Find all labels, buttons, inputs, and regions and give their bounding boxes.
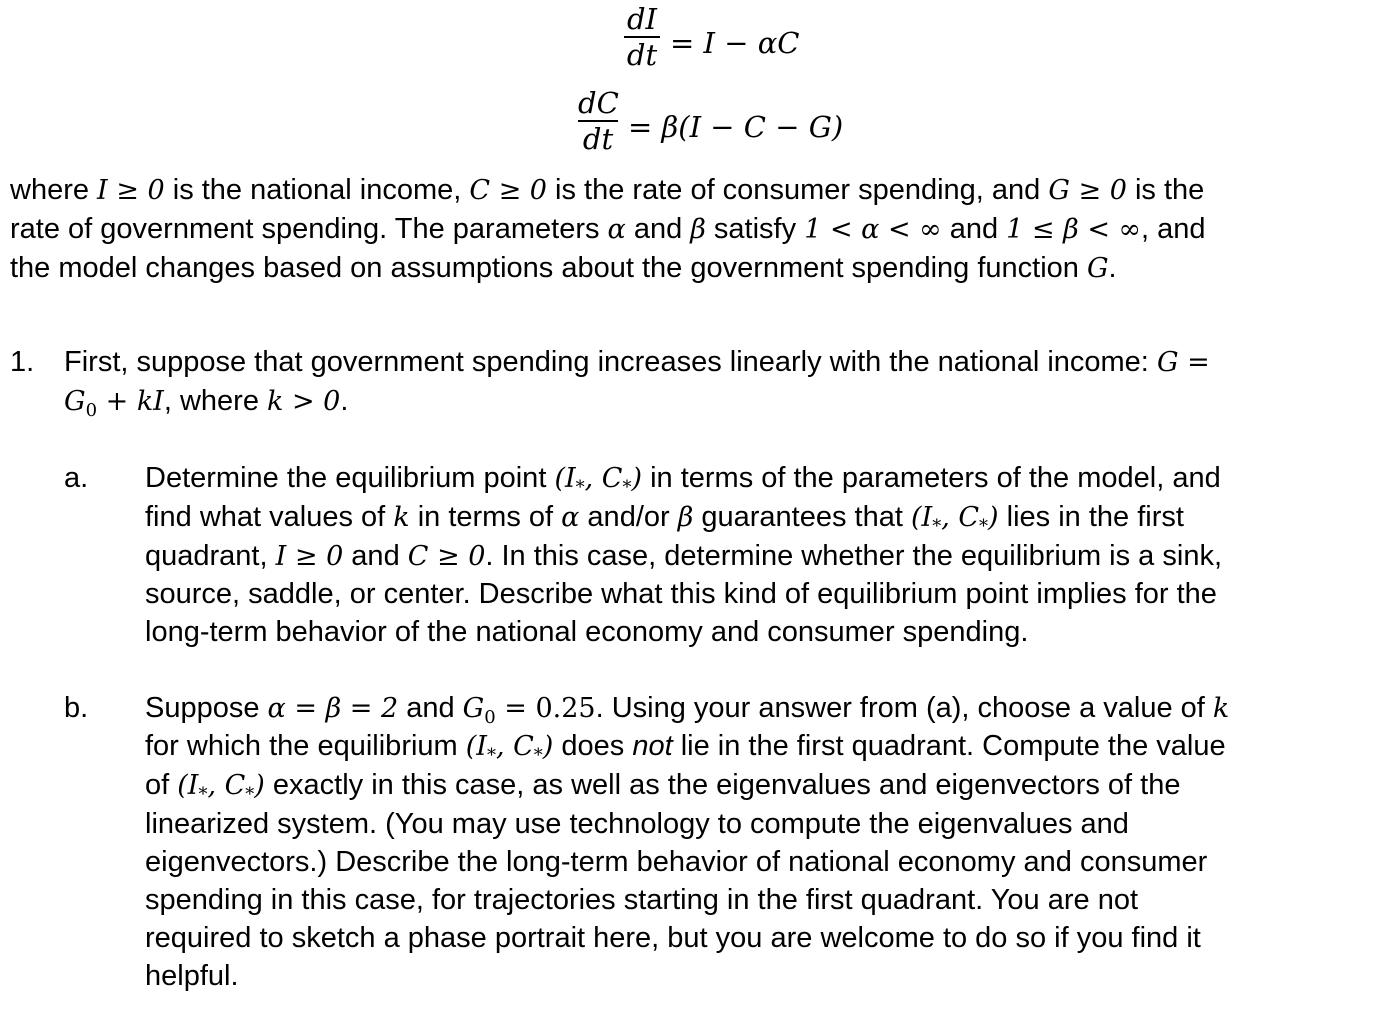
intro-line-2: rate of government spending. The parameters α and β satisfy 1 < α < ∞ and 1 ≤ β < ∞, and [10, 213, 1206, 245]
part-b-line-2: for which the equilibrium ($I_*$, $C_*$) does not lie in the first quadrant. Compute the value [145, 730, 1226, 766]
part-a-line-5: long-term behavior of the national economy and consumer spending. [145, 616, 1029, 648]
part-b-label: b. [64, 692, 89, 724]
question-1-number: 1. [10, 346, 35, 378]
part-b-line-4: linearized system. (You may use technology to compute the eigenvalues and [145, 808, 1129, 840]
equation-1-rhs: = I − αC [670, 26, 800, 60]
equation-1-denominator: dt [626, 38, 658, 72]
intro-line-3: the model changes based on assumptions about the government spending function G. [10, 252, 1117, 284]
part-a-label: a. [64, 462, 89, 494]
part-a-line-1: Determine the equilibrium point ($I_*$, $C_*$) in terms of the parameters of the model, and [145, 462, 1221, 498]
part-a-line-2: find what values of k in terms of α and/or β guarantees that ($I_*$, $C_*$) lies in the first [145, 501, 1184, 537]
question-1-line-2: $G_0$ + kI, where k > 0. [64, 385, 349, 421]
part-a-line-4: source, saddle, or center. Describe what this kind of equilibrium point implies for the [145, 578, 1217, 610]
equation-2-fraction [578, 86, 618, 156]
equation-2-numerator: dC [578, 86, 619, 120]
part-b-line-1: Suppose α = β = 2 and $G_0 = 0.25$. Using your answer from (a), choose a value of k [145, 692, 1230, 728]
equation-1-numerator: dI [626, 2, 658, 36]
part-b-line-5: eigenvectors.) Describe the long-term behavior of national economy and consumer [145, 846, 1208, 878]
intro-line-1: where I ≥ 0 is the national income, C ≥ 0 is the rate of consumer spending, and G ≥ 0 is the [10, 174, 1205, 206]
part-b-line-8: helpful. [145, 960, 239, 992]
part-a-line-3: quadrant, I ≥ 0 and C ≥ 0. In this case, determine whether the equilibrium is a sink, [145, 540, 1223, 572]
equation-2-denominator: dt [582, 122, 614, 156]
equation-1-fraction [624, 2, 660, 72]
equation-2-rhs: = β(I − C − G) [628, 110, 844, 144]
part-b-line-6: spending in this case, for trajectories starting in the first quadrant. You are not [145, 884, 1139, 916]
part-b-line-3: of ($I_*$, $C_*$) exactly in this case, as well as the eigenvalues and eigenvectors of the [145, 769, 1181, 805]
question-1-line-1: First, suppose that government spending increases linearly with the national income: G = [64, 346, 1210, 378]
part-b-line-7: required to sketch a phase portrait here, but you are welcome to do so if you find it [145, 922, 1201, 954]
